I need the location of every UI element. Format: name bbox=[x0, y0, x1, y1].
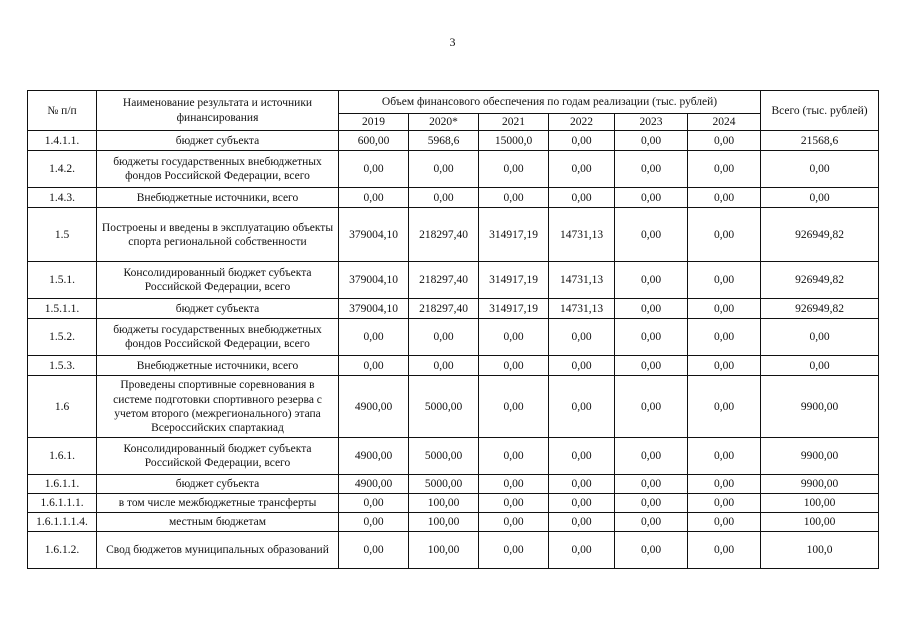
row-value: 0,00 bbox=[615, 532, 688, 569]
row-total: 100,00 bbox=[761, 513, 879, 532]
row-name: бюджет субъекта bbox=[97, 475, 339, 494]
row-name: в том числе межбюджетные трансферты bbox=[97, 494, 339, 513]
row-id: 1.6.1.2. bbox=[28, 532, 97, 569]
row-id: 1.4.1.1. bbox=[28, 131, 97, 151]
table-row bbox=[28, 376, 879, 438]
row-name: Внебюджетные источники, всего bbox=[97, 356, 339, 376]
row-value: 0,00 bbox=[549, 188, 615, 208]
row-value: 0,00 bbox=[688, 299, 761, 319]
row-total: 926949,82 bbox=[761, 208, 879, 262]
row-value: 218297,40 bbox=[409, 208, 479, 262]
row-value: 314917,19 bbox=[479, 208, 549, 262]
row-value: 0,00 bbox=[479, 319, 549, 356]
row-value: 0,00 bbox=[479, 532, 549, 569]
row-value: 0,00 bbox=[688, 262, 761, 299]
row-value: 0,00 bbox=[688, 513, 761, 532]
row-value: 0,00 bbox=[549, 356, 615, 376]
row-value: 0,00 bbox=[479, 475, 549, 494]
row-total: 0,00 bbox=[761, 356, 879, 376]
row-value: 0,00 bbox=[549, 513, 615, 532]
row-value: 0,00 bbox=[409, 151, 479, 188]
header-num: № п/п bbox=[28, 91, 97, 131]
row-value: 0,00 bbox=[615, 376, 688, 438]
row-id: 1.6.1.1. bbox=[28, 475, 97, 494]
row-total: 926949,82 bbox=[761, 262, 879, 299]
row-id: 1.5.1. bbox=[28, 262, 97, 299]
row-total: 0,00 bbox=[761, 188, 879, 208]
row-value: 0,00 bbox=[688, 532, 761, 569]
table-row bbox=[28, 188, 879, 208]
row-value: 4900,00 bbox=[339, 438, 409, 475]
row-value: 0,00 bbox=[688, 131, 761, 151]
row-value: 0,00 bbox=[615, 494, 688, 513]
row-value: 14731,13 bbox=[549, 299, 615, 319]
row-value: 0,00 bbox=[339, 532, 409, 569]
table-row bbox=[28, 356, 879, 376]
row-value: 0,00 bbox=[479, 513, 549, 532]
header-year: 2020* bbox=[409, 114, 479, 131]
row-value: 0,00 bbox=[688, 356, 761, 376]
header-year: 2024 bbox=[688, 114, 761, 131]
row-value: 0,00 bbox=[479, 376, 549, 438]
header-year: 2021 bbox=[479, 114, 549, 131]
row-name: Свод бюджетов муниципальных образований bbox=[97, 532, 339, 569]
row-value: 0,00 bbox=[615, 262, 688, 299]
row-value: 314917,19 bbox=[479, 262, 549, 299]
row-value: 0,00 bbox=[615, 299, 688, 319]
row-id: 1.4.3. bbox=[28, 188, 97, 208]
row-value: 0,00 bbox=[479, 438, 549, 475]
row-value: 379004,10 bbox=[339, 299, 409, 319]
header-year: 2019 bbox=[339, 114, 409, 131]
row-value: 5968,6 bbox=[409, 131, 479, 151]
row-value: 314917,19 bbox=[479, 299, 549, 319]
row-value: 0,00 bbox=[688, 376, 761, 438]
row-value: 5000,00 bbox=[409, 438, 479, 475]
row-value: 218297,40 bbox=[409, 299, 479, 319]
row-id: 1.5.1.1. bbox=[28, 299, 97, 319]
row-total: 9900,00 bbox=[761, 376, 879, 438]
row-value: 0,00 bbox=[688, 475, 761, 494]
row-value: 0,00 bbox=[549, 438, 615, 475]
table-row bbox=[28, 513, 879, 532]
row-value: 0,00 bbox=[549, 532, 615, 569]
row-name: местным бюджетам bbox=[97, 513, 339, 532]
row-value: 0,00 bbox=[615, 188, 688, 208]
financing-table bbox=[27, 90, 879, 569]
row-value: 0,00 bbox=[549, 494, 615, 513]
row-value: 4900,00 bbox=[339, 376, 409, 438]
row-value: 0,00 bbox=[615, 438, 688, 475]
row-value: 218297,40 bbox=[409, 262, 479, 299]
row-name: Проведены спортивные соревнования в системе подготовки спортивного резерва с учетом второго (межрегионального) этапа Всероссийских спартакиад bbox=[97, 376, 339, 438]
row-value: 0,00 bbox=[615, 151, 688, 188]
row-name: Консолидированный бюджет субъекта Российской Федерации, всего bbox=[97, 262, 339, 299]
row-value: 379004,10 bbox=[339, 262, 409, 299]
row-value: 0,00 bbox=[615, 513, 688, 532]
row-value: 0,00 bbox=[688, 208, 761, 262]
row-value: 0,00 bbox=[409, 319, 479, 356]
row-value: 0,00 bbox=[688, 494, 761, 513]
table-row bbox=[28, 319, 879, 356]
row-value: 379004,10 bbox=[339, 208, 409, 262]
row-value: 0,00 bbox=[549, 376, 615, 438]
header-year: 2023 bbox=[615, 114, 688, 131]
row-value: 600,00 bbox=[339, 131, 409, 151]
table-row bbox=[28, 151, 879, 188]
row-total: 100,00 bbox=[761, 494, 879, 513]
row-value: 0,00 bbox=[688, 151, 761, 188]
table-row bbox=[28, 438, 879, 475]
row-value: 0,00 bbox=[549, 151, 615, 188]
row-value: 4900,00 bbox=[339, 475, 409, 494]
row-value: 0,00 bbox=[688, 319, 761, 356]
row-value: 0,00 bbox=[339, 188, 409, 208]
row-name: Построены и введены в эксплуатацию объекты спорта региональной собственности bbox=[97, 208, 339, 262]
table-row bbox=[28, 208, 879, 262]
table-row bbox=[28, 262, 879, 299]
table-row bbox=[28, 475, 879, 494]
header-year: 2022 bbox=[549, 114, 615, 131]
row-value: 5000,00 bbox=[409, 475, 479, 494]
row-value: 100,00 bbox=[409, 494, 479, 513]
header-name: Наименование результата и источники финансирования bbox=[97, 91, 339, 131]
row-id: 1.6.1.1.1.4. bbox=[28, 513, 97, 532]
row-value: 0,00 bbox=[615, 319, 688, 356]
row-id: 1.4.2. bbox=[28, 151, 97, 188]
row-value: 0,00 bbox=[479, 151, 549, 188]
row-value: 0,00 bbox=[615, 475, 688, 494]
row-value: 0,00 bbox=[479, 494, 549, 513]
row-total: 0,00 bbox=[761, 151, 879, 188]
row-value: 0,00 bbox=[615, 208, 688, 262]
table-body bbox=[28, 131, 879, 569]
row-id: 1.5.3. bbox=[28, 356, 97, 376]
row-value: 5000,00 bbox=[409, 376, 479, 438]
page-number: 3 bbox=[449, 35, 456, 49]
row-total: 0,00 bbox=[761, 319, 879, 356]
row-value: 0,00 bbox=[549, 319, 615, 356]
row-value: 0,00 bbox=[549, 475, 615, 494]
row-value: 0,00 bbox=[339, 356, 409, 376]
row-name: Консолидированный бюджет субъекта Российской Федерации, всего bbox=[97, 438, 339, 475]
row-total: 9900,00 bbox=[761, 438, 879, 475]
table-row bbox=[28, 131, 879, 151]
row-value: 0,00 bbox=[479, 356, 549, 376]
row-value: 0,00 bbox=[688, 188, 761, 208]
row-value: 0,00 bbox=[479, 188, 549, 208]
row-id: 1.5.2. bbox=[28, 319, 97, 356]
row-value: 14731,13 bbox=[549, 262, 615, 299]
row-value: 14731,13 bbox=[549, 208, 615, 262]
row-value: 100,00 bbox=[409, 532, 479, 569]
row-value: 15000,0 bbox=[479, 131, 549, 151]
row-value: 0,00 bbox=[409, 356, 479, 376]
row-value: 0,00 bbox=[688, 438, 761, 475]
header-total: Всего (тыс. рублей) bbox=[761, 91, 879, 131]
row-id: 1.6.1. bbox=[28, 438, 97, 475]
row-id: 1.6 bbox=[28, 376, 97, 438]
row-id: 1.6.1.1.1. bbox=[28, 494, 97, 513]
row-value: 0,00 bbox=[339, 513, 409, 532]
row-total: 100,0 bbox=[761, 532, 879, 569]
row-name: бюджеты государственных внебюджетных фондов Российской Федерации, всего bbox=[97, 151, 339, 188]
row-name: бюджеты государственных внебюджетных фондов Российской Федерации, всего bbox=[97, 319, 339, 356]
row-value: 0,00 bbox=[615, 131, 688, 151]
header-volume: Объем финансового обеспечения по годам реализации (тыс. рублей) bbox=[339, 91, 761, 114]
row-value: 0,00 bbox=[339, 319, 409, 356]
table-row bbox=[28, 532, 879, 569]
row-name: бюджет субъекта bbox=[97, 299, 339, 319]
row-value: 0,00 bbox=[339, 494, 409, 513]
row-total: 926949,82 bbox=[761, 299, 879, 319]
row-value: 0,00 bbox=[615, 356, 688, 376]
row-name: бюджет субъекта bbox=[97, 131, 339, 151]
row-total: 9900,00 bbox=[761, 475, 879, 494]
row-value: 0,00 bbox=[409, 188, 479, 208]
table-row bbox=[28, 494, 879, 513]
row-id: 1.5 bbox=[28, 208, 97, 262]
row-value: 0,00 bbox=[339, 151, 409, 188]
row-name: Внебюджетные источники, всего bbox=[97, 188, 339, 208]
row-total: 21568,6 bbox=[761, 131, 879, 151]
row-value: 100,00 bbox=[409, 513, 479, 532]
row-value: 0,00 bbox=[549, 131, 615, 151]
table-row bbox=[28, 299, 879, 319]
